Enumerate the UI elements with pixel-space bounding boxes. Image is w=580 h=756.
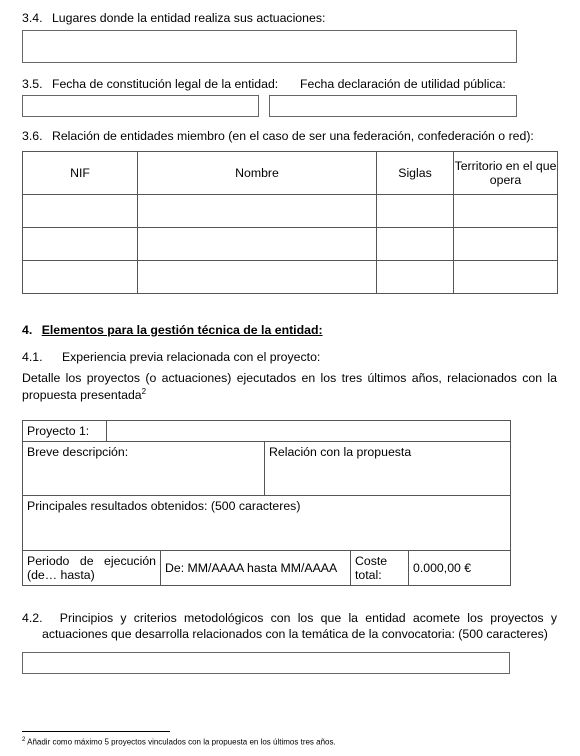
project-description-row — [23, 442, 511, 496]
constitution-date-label: Fecha de constitución legal de la entidad: — [51, 77, 279, 91]
section-4-2-heading — [22, 610, 557, 642]
section-3-4-heading — [22, 11, 325, 25]
section-label: Relación de entidades miembro (en el caso de ser una federación, confederación o red): — [51, 129, 534, 143]
section-3-5-heading — [22, 77, 278, 91]
period-label — [23, 551, 161, 586]
footnote — [22, 737, 336, 747]
table-row — [23, 195, 558, 228]
period-label-line: Periodo de ejecución — [27, 554, 156, 568]
section-4-heading — [22, 323, 323, 337]
brief-description-field[interactable] — [23, 442, 265, 496]
project-name-input[interactable] — [107, 421, 511, 442]
section-4-2-line — [22, 610, 557, 626]
intro-line-text: propuesta presentada — [22, 388, 142, 403]
table-row — [23, 261, 558, 294]
section-4-1-intro — [22, 371, 557, 402]
table-header-row — [23, 152, 558, 195]
table-cell[interactable] — [377, 228, 454, 261]
project-name-row — [23, 421, 511, 442]
footnote-divider — [22, 731, 170, 732]
table-cell[interactable] — [138, 261, 377, 294]
table-cell[interactable] — [454, 228, 558, 261]
column-header-nif: NIF — [23, 152, 138, 195]
project-results-row — [23, 496, 511, 551]
period-label-line: (de… hasta) — [27, 568, 95, 582]
column-header-siglas: Siglas — [377, 152, 454, 195]
project-label: Proyecto 1: — [23, 421, 107, 442]
table-cell[interactable] — [377, 261, 454, 294]
project-table — [22, 420, 511, 586]
cost-label-line: Coste — [355, 554, 388, 568]
section-label: Lugares donde la entidad realiza sus actuaciones: — [51, 11, 326, 25]
public-utility-date-input[interactable] — [269, 95, 517, 117]
table-row — [23, 228, 558, 261]
table-cell[interactable] — [454, 261, 558, 294]
relation-field[interactable] — [265, 442, 511, 496]
project-period-row — [23, 551, 511, 586]
period-input[interactable]: De: MM/AAAA hasta MM/AAAA — [161, 551, 351, 586]
footnote-reference: 2 — [141, 387, 147, 396]
cost-label — [351, 551, 409, 586]
intro-line: Detalle los proyectos (o actuaciones) ejecutados en los tres últimos años, relacionados con la — [22, 371, 557, 385]
results-field[interactable] — [23, 496, 511, 551]
section-number: 3.5. — [22, 77, 43, 91]
intro-line-2 — [22, 385, 557, 402]
public-utility-date-label: Fecha declaración de utilidad pública: — [300, 77, 506, 91]
cost-label-line: total: — [355, 568, 382, 582]
constitution-date-input[interactable] — [22, 95, 259, 117]
table-cell[interactable] — [138, 228, 377, 261]
places-input[interactable] — [22, 30, 517, 63]
methodology-input[interactable] — [22, 652, 510, 674]
section-number: 4. — [22, 323, 33, 337]
table-cell[interactable] — [377, 195, 454, 228]
section-title: Elementos para la gestión técnica de la entidad: — [41, 323, 323, 337]
table-cell[interactable] — [454, 195, 558, 228]
section-number: 4.2. — [22, 611, 43, 625]
relation-label: Relación con la propuesta — [269, 445, 412, 459]
column-header-territorio: Territorio en el que opera — [454, 152, 558, 195]
table-cell[interactable] — [23, 228, 138, 261]
section-label: Experiencia previa relacionada con el proyecto: — [61, 350, 321, 364]
table-cell[interactable] — [23, 261, 138, 294]
section-number: 3.4. — [22, 11, 43, 25]
table-cell[interactable] — [138, 195, 377, 228]
member-entities-table — [22, 151, 558, 294]
brief-description-label: Breve descripción: — [27, 445, 129, 459]
section-3-6-heading — [22, 129, 534, 143]
section-number: 3.6. — [22, 129, 43, 143]
footnote-mark: 2 — [22, 737, 26, 743]
table-cell[interactable] — [23, 195, 138, 228]
cost-input[interactable]: 0.000,00 € — [409, 551, 511, 586]
section-number: 4.1. — [22, 350, 43, 364]
section-4-2-text: Principios y criterios metodológicos con los que la entidad acomete los proyectos y — [59, 611, 557, 625]
section-4-1-heading — [22, 350, 320, 364]
footnote-text: Añadir como máximo 5 proyectos vinculados con la propuesta en los últimos tres años. — [27, 737, 336, 747]
column-header-nombre: Nombre — [138, 152, 377, 195]
results-label: Principales resultados obtenidos: (500 caracteres) — [27, 499, 301, 513]
section-4-2-line-2: actuaciones que desarrolla relacionados con la temática de la convocatoria: (500 caracteres) — [42, 627, 548, 641]
